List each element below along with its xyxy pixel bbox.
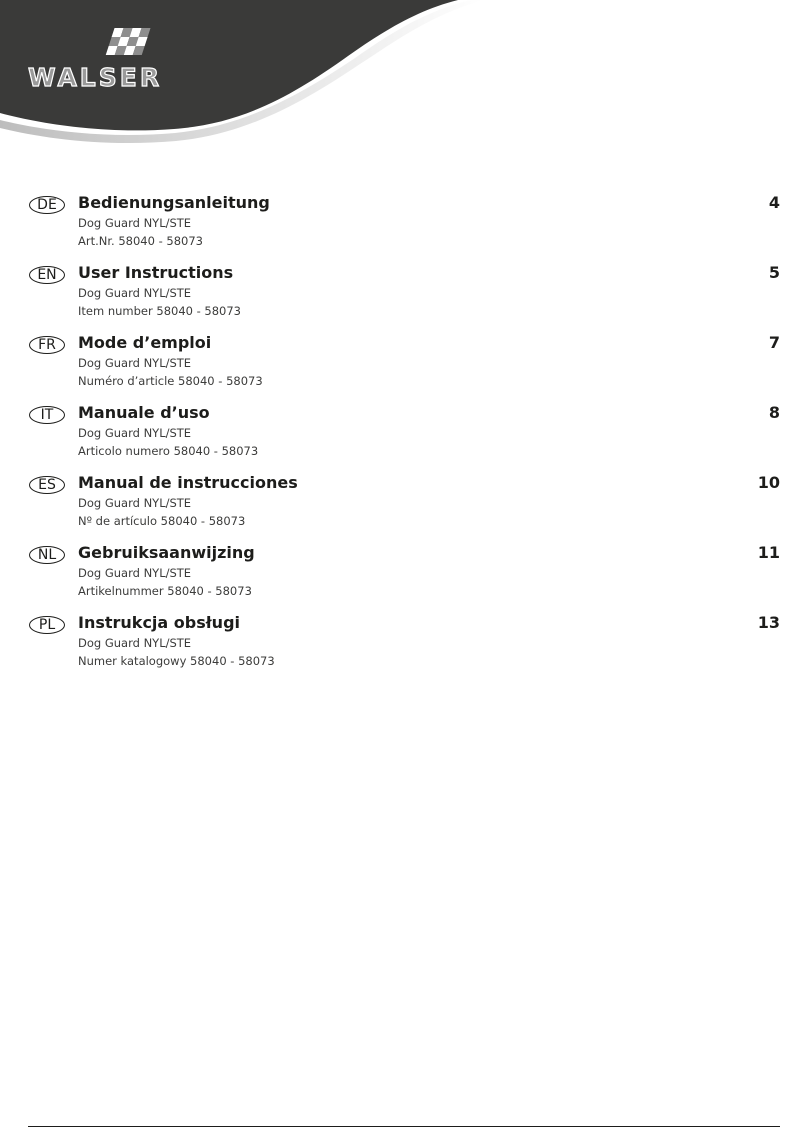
- entry-title[interactable]: Instrukcja obsługi: [78, 613, 241, 632]
- entry-product: Dog Guard NYL/STE: [78, 496, 192, 510]
- toc-entry-en[interactable]: [0, 262, 808, 332]
- language-badge: EN: [29, 266, 65, 284]
- language-badge: NL: [29, 546, 65, 564]
- page-number[interactable]: 5: [768, 263, 780, 282]
- walser-logo-text: WALSER: [28, 63, 163, 92]
- page-number[interactable]: 7: [768, 333, 780, 352]
- entry-product: Dog Guard NYL/STE: [78, 426, 192, 440]
- entry-title[interactable]: Manual de instrucciones: [78, 473, 298, 492]
- entry-article-number: Nº de artículo 58040 - 58073: [78, 514, 246, 528]
- page-number[interactable]: 13: [757, 613, 780, 632]
- language-badge: ES: [29, 476, 65, 494]
- page-number[interactable]: 10: [757, 473, 780, 492]
- toc-entry-es[interactable]: [0, 472, 808, 542]
- entry-product: Dog Guard NYL/STE: [78, 636, 192, 650]
- language-badge: PL: [29, 616, 65, 634]
- language-badge: IT: [29, 406, 65, 424]
- toc-entry-de[interactable]: [0, 192, 808, 262]
- page-number[interactable]: 8: [768, 403, 780, 422]
- table-of-contents: [0, 192, 808, 682]
- language-badge: DE: [29, 196, 65, 214]
- entry-title[interactable]: Mode d’emploi: [78, 333, 212, 352]
- entry-article-number: Artikelnummer 58040 - 58073: [78, 584, 252, 598]
- entry-title[interactable]: Gebruiksaanwijzing: [78, 543, 255, 562]
- entry-article-number: Item number 58040 - 58073: [78, 304, 241, 318]
- entry-title[interactable]: Manuale d’uso: [78, 403, 210, 422]
- entry-title[interactable]: User Instructions: [78, 263, 234, 282]
- toc-entry-it[interactable]: [0, 402, 808, 472]
- toc-entry-nl[interactable]: [0, 542, 808, 612]
- toc-entry-fr[interactable]: [0, 332, 808, 402]
- toc-entry-pl[interactable]: [0, 612, 808, 682]
- footer-divider: [28, 1126, 780, 1127]
- entry-article-number: Numer katalogowy 58040 - 58073: [78, 654, 275, 668]
- page-number[interactable]: 4: [768, 193, 780, 212]
- entry-product: Dog Guard NYL/STE: [78, 216, 192, 230]
- entry-product: Dog Guard NYL/STE: [78, 286, 192, 300]
- header-banner: [0, 0, 808, 150]
- entry-product: Dog Guard NYL/STE: [78, 356, 192, 370]
- entry-article-number: Numéro d’article 58040 - 58073: [78, 374, 263, 388]
- page-number[interactable]: 11: [757, 543, 780, 562]
- entry-product: Dog Guard NYL/STE: [78, 566, 192, 580]
- language-badge: FR: [29, 336, 65, 354]
- entry-article-number: Art.Nr. 58040 - 58073: [78, 234, 203, 248]
- entry-article-number: Articolo numero 58040 - 58073: [78, 444, 259, 458]
- entry-title[interactable]: Bedienungsanleitung: [78, 193, 270, 212]
